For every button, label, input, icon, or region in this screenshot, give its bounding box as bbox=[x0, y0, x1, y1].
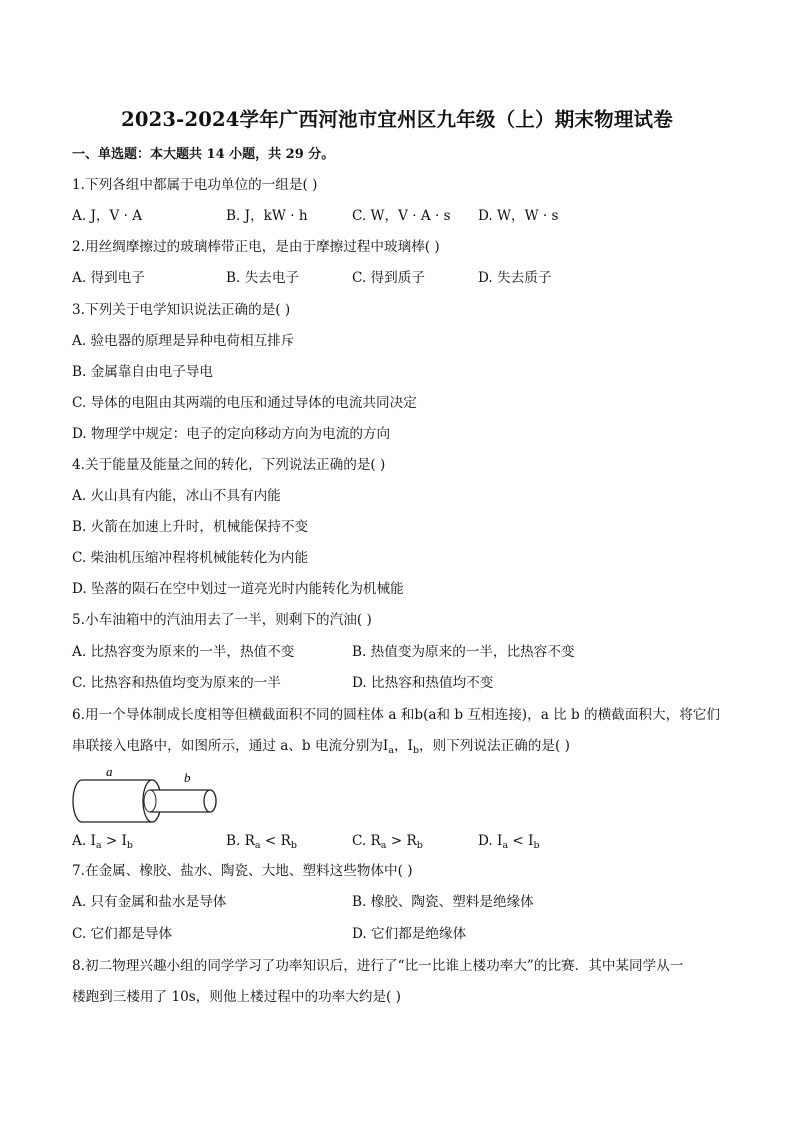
q5-stem: 5.小车油箱中的汽油用去了一半，则剩下的汽油( ) bbox=[72, 612, 372, 628]
q2-option-b: B. 失去电子 bbox=[226, 270, 300, 286]
q4-option-b: B. 火箭在加速上升时，机械能保持不变 bbox=[72, 519, 309, 535]
fig-label-a: a bbox=[106, 764, 113, 779]
q5-option-b: B. 热值变为原来的一半，比热容不变 bbox=[352, 644, 575, 660]
q6-option-b: B. $R_a < R_b$ bbox=[226, 833, 297, 851]
q5-option-a: A. 比热容变为原来的一半，热值不变 bbox=[72, 644, 295, 660]
page-title: 2023-2024学年广西河池市宜州区九年级（上）期末物理试卷 bbox=[121, 108, 673, 131]
fig-label-b: b bbox=[184, 770, 191, 785]
cylinder-conductor-figure bbox=[70, 760, 230, 830]
section-heading: 一、单选题：本大题共 14 小题，共 29 分。 bbox=[72, 147, 335, 162]
q1-option-b: B. J，kW · h bbox=[226, 208, 308, 224]
q2-option-c: C. 得到质子 bbox=[352, 270, 425, 286]
q3-option-b: B. 金属靠自由电子导电 bbox=[72, 364, 213, 380]
q3-option-a: A. 验电器的原理是异种电荷相互排斥 bbox=[72, 333, 295, 349]
q1-stem: 1.下列各组中都属于电功单位的一组是( ) bbox=[72, 177, 318, 193]
q3-option-d: D. 物理学中规定：电子的定向移动方向为电流的方向 bbox=[72, 426, 391, 442]
q2-option-d: D. 失去质子 bbox=[478, 270, 552, 286]
q6-option-d: D. $I_a < I_b$ bbox=[478, 833, 540, 851]
q5-option-c: C. 比热容和热值均变为原来的一半 bbox=[72, 675, 281, 691]
q4-option-d: D. 坠落的陨石在空中划过一道亮光时内能转化为机械能 bbox=[72, 581, 404, 597]
q7-option-c: C. 它们都是导体 bbox=[72, 926, 173, 942]
q1-option-a: A. J，V · A bbox=[72, 208, 143, 224]
q7-option-a: A. 只有金属和盐水是导体 bbox=[72, 894, 227, 910]
q4-stem: 4.关于能量及能量之间的转化，下列说法正确的是( ) bbox=[72, 457, 386, 473]
q6-option-a: A. $I_a > I_b$ bbox=[72, 833, 134, 851]
q8-stem-line2: 楼跑到三楼用了 10s，则他上楼过程中的功率大约是( ) bbox=[72, 989, 401, 1005]
q2-option-a: A. 得到电子 bbox=[72, 270, 145, 286]
q4-option-c: C. 柴油机压缩冲程将机械能转化为内能 bbox=[72, 550, 309, 566]
q2-stem: 2.用丝绸摩擦过的玻璃棒带正电，是由于摩擦过程中玻璃棒( ) bbox=[72, 239, 440, 255]
q3-stem: 3.下列关于电学知识说法正确的是( ) bbox=[72, 302, 291, 318]
q6-stem-line2: 串联接入电路中，如图所示，通过 a、b 电流分别为$I_a$，$I_b$，则下列说法正确的是( ) bbox=[72, 738, 570, 756]
q4-option-a: A. 火山具有内能，冰山不具有内能 bbox=[72, 488, 281, 504]
q7-option-d: D. 它们都是绝缘体 bbox=[352, 926, 467, 942]
q8-stem-line1: 8.初二物理兴趣小组的同学学习了功率知识后，进行了“比一比谁上楼功率大”的比赛．其中某同学从一 bbox=[72, 958, 684, 974]
q1-option-d: D. W，W · s bbox=[478, 208, 559, 224]
q7-option-b: B. 橡胶、陶瓷、塑料是绝缘体 bbox=[352, 894, 534, 910]
q6-stem-line1: 6.用一个导体制成长度相等但横截面积不同的圆柱体 a 和b(a和 b 互相连接)，a 比 b 的横截面积大，将它们 bbox=[72, 707, 720, 723]
q1-option-c: C. W，V · A · s bbox=[352, 208, 451, 224]
q5-option-d: D. 比热容和热值均不变 bbox=[352, 675, 494, 691]
q3-option-c: C. 导体的电阻由其两端的电压和通过导体的电流共同决定 bbox=[72, 395, 417, 411]
q6-option-c: C. $R_a > R_b$ bbox=[352, 833, 423, 851]
q7-stem: 7.在金属、橡胶、盐水、陶瓷、大地、塑料这些物体中( ) bbox=[72, 863, 413, 879]
